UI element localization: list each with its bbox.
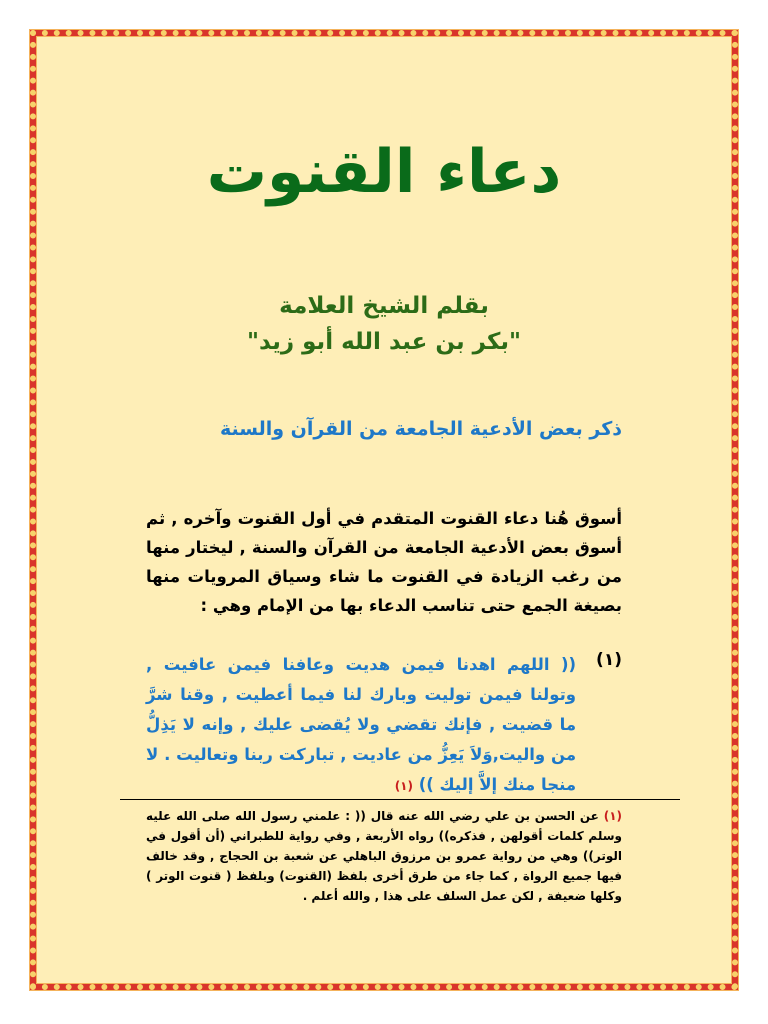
author-block (116, 288, 652, 360)
section-heading: ذكر بعض الأدعية الجامعة من القرآن والسنة (219, 418, 622, 440)
author-line-2: "بكر بن عبد الله أبو زيد" (246, 329, 521, 355)
intro-paragraph: أسوق هُنا دعاء القنوت المتقدم في أول القنوت وآخره , ثم أسوق بعض الأدعية الجامعة من القرآن والسنة , ليختار منها من رغب الزيادة في القنوت ما شاء وسياق المرويات منها بصيغة الجمع حتى تناسب الدعاء بها من الإمام وهي : (146, 509, 622, 615)
footnote-divider (120, 799, 680, 800)
author-line-1: بقلم الشيخ العلامة (279, 293, 489, 319)
footnote-number: (١) (603, 809, 622, 823)
dua-number: (١) (596, 650, 622, 670)
dua-item (146, 650, 622, 801)
footnote-reference: (١) (394, 779, 413, 793)
footnote (146, 806, 622, 906)
decorative-border-frame (30, 30, 738, 990)
dua-text: (( اللهم اهدنا فيمن هديت وعافنا فيمن عافيت , وتولنا فيمن توليت وبارك لنا فيما أعطيت , وقنا شرَّ ما قضيت , فإنك تقضي ولا يُقضى عليك , وإنه لا يَذِلُّ من واليت,وَلاَ يَعِزُّ من عاديت , تباركت ربنا وتعاليت . لا منجا منك إلاَّ إليك )) (146, 655, 577, 794)
dua-text-block (146, 650, 576, 801)
document-title: دعاء القنوت (206, 137, 562, 207)
footnote-text: عن الحسن بن علي رضي الله عنه قال (( : علمني رسول الله صلى الله عليه وسلم كلمات أقولهن , فذكره)) رواه الأربعة , وفي رواية للطبراني (أن أقول في الوتر)) وهي من رواية عمرو بن مرزوق الباهلي عن شعبة بن الحجاج , وقد خالف فيها جميع الرواة , كما جاء من طرق أخرى بلفظ (القنوت) وبلفظ ( قنوت الوتر ) وكلها ضعيفة , لكن عمل السلف على هذا , والله أعلم . (146, 809, 622, 903)
